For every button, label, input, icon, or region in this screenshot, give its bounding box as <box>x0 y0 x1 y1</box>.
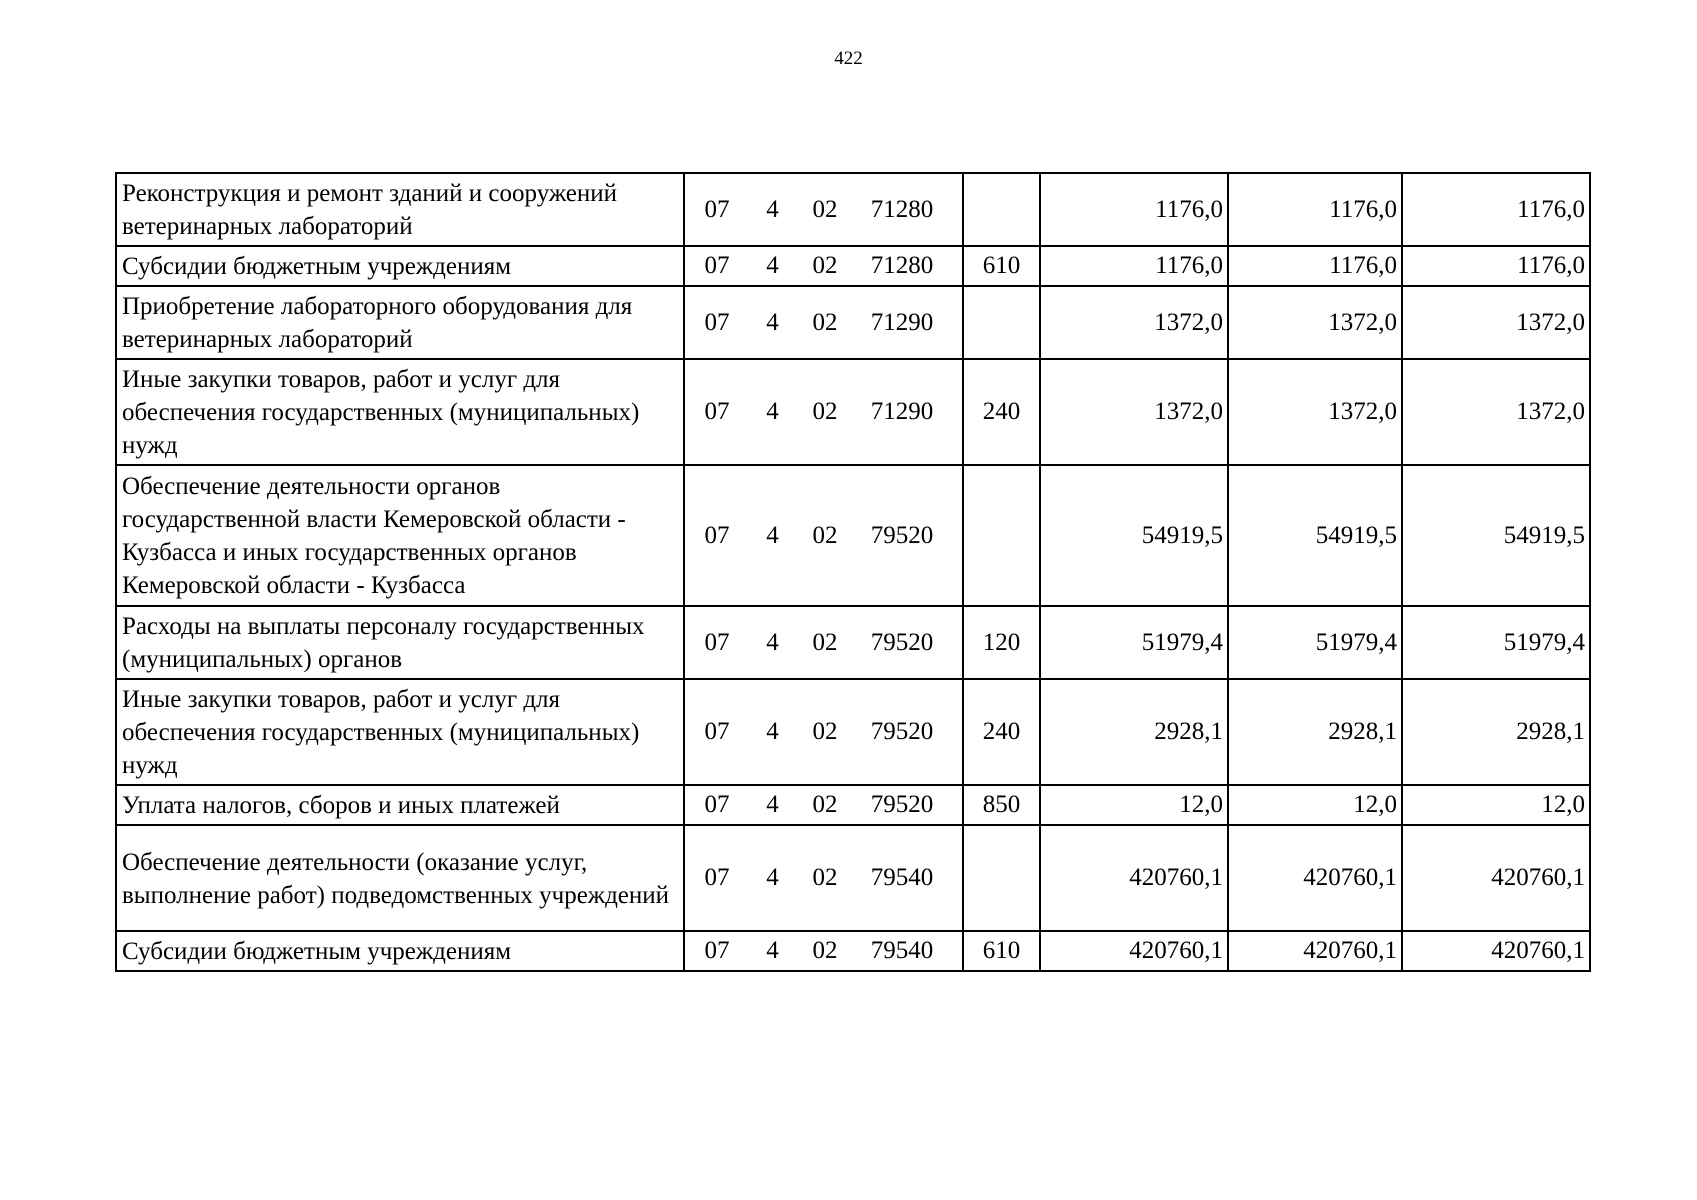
row-codes <box>684 173 963 246</box>
amount-year-3: 1176,0 <box>1402 246 1590 286</box>
table-row <box>116 679 1590 785</box>
amount-year-2: 54919,5 <box>1228 465 1402 606</box>
amount-year-3: 2928,1 <box>1402 679 1590 785</box>
expense-type-code: 610 <box>963 246 1040 286</box>
expense-type-code <box>963 465 1040 606</box>
subprogram-code: 02 <box>812 718 838 745</box>
program-code: 4 <box>766 398 779 425</box>
section-code: 07 <box>704 791 730 818</box>
table-row <box>116 785 1590 825</box>
expense-type-code <box>963 173 1040 246</box>
amount-year-1: 12,0 <box>1040 785 1228 825</box>
amount-year-2: 1176,0 <box>1228 246 1402 286</box>
program-code: 4 <box>766 521 779 549</box>
section-code: 07 <box>704 937 730 964</box>
amount-year-3: 1176,0 <box>1402 173 1590 246</box>
table-row <box>116 931 1590 971</box>
row-codes <box>684 931 963 971</box>
row-name: Иные закупки товаров, работ и услуг для обеспечения государственных (муниципальных) нужд <box>116 679 684 785</box>
subprogram-code: 02 <box>812 937 838 964</box>
subprogram-code: 02 <box>812 252 838 279</box>
direction-code: 79520 <box>870 718 934 745</box>
expense-type-code: 120 <box>963 606 1040 679</box>
row-codes <box>684 679 963 785</box>
page-number: 422 <box>834 48 863 69</box>
row-codes <box>684 825 963 931</box>
budget-table <box>115 172 1591 972</box>
amount-year-1: 1372,0 <box>1040 286 1228 359</box>
direction-code: 79520 <box>870 628 934 656</box>
expense-type-code <box>963 825 1040 931</box>
expense-type-code: 240 <box>963 679 1040 785</box>
amount-year-2: 2928,1 <box>1228 679 1402 785</box>
amount-year-2: 420760,1 <box>1228 825 1402 931</box>
amount-year-3: 1372,0 <box>1402 359 1590 465</box>
amount-year-3: 54919,5 <box>1402 465 1590 606</box>
expense-type-code <box>963 286 1040 359</box>
amount-year-3: 12,0 <box>1402 785 1590 825</box>
row-name: Приобретение лабораторного оборудования для ветеринарных лабораторий <box>116 286 684 359</box>
direction-code: 71280 <box>870 195 934 223</box>
amount-year-2: 12,0 <box>1228 785 1402 825</box>
section-code: 07 <box>704 521 730 549</box>
subprogram-code: 02 <box>812 398 838 425</box>
expense-type-code: 610 <box>963 931 1040 971</box>
section-code: 07 <box>704 195 730 223</box>
direction-code: 71290 <box>870 308 934 336</box>
subprogram-code: 02 <box>812 628 838 656</box>
direction-code: 71290 <box>870 398 934 425</box>
row-name: Уплата налогов, сборов и иных платежей <box>116 785 684 825</box>
direction-code: 79520 <box>870 791 934 818</box>
amount-year-3: 51979,4 <box>1402 606 1590 679</box>
row-name: Обеспечение деятельности (оказание услуг, выполнение работ) подведомственных учреждений <box>116 825 684 931</box>
subprogram-code: 02 <box>812 308 838 336</box>
program-code: 4 <box>766 308 779 336</box>
program-code: 4 <box>766 937 779 964</box>
amount-year-2: 1372,0 <box>1228 286 1402 359</box>
subprogram-code: 02 <box>812 521 838 549</box>
amount-year-1: 54919,5 <box>1040 465 1228 606</box>
row-name: Расходы на выплаты персоналу государственных (муниципальных) органов <box>116 606 684 679</box>
amount-year-1: 420760,1 <box>1040 931 1228 971</box>
table-row <box>116 246 1590 286</box>
amount-year-1: 1176,0 <box>1040 246 1228 286</box>
row-codes <box>684 359 963 465</box>
section-code: 07 <box>704 308 730 336</box>
amount-year-2: 51979,4 <box>1228 606 1402 679</box>
row-name: Субсидии бюджетным учреждениям <box>116 931 684 971</box>
section-code: 07 <box>704 398 730 425</box>
program-code: 4 <box>766 791 779 818</box>
program-code: 4 <box>766 252 779 279</box>
row-codes <box>684 246 963 286</box>
expense-type-code: 850 <box>963 785 1040 825</box>
program-code: 4 <box>766 864 779 891</box>
amount-year-2: 1372,0 <box>1228 359 1402 465</box>
row-name: Обеспечение деятельности органов государственной власти Кемеровской области - Кузбасса и иных государственных органов Кемеровской области - Кузбасса <box>116 465 684 606</box>
table-row <box>116 606 1590 679</box>
amount-year-1: 51979,4 <box>1040 606 1228 679</box>
row-codes <box>684 465 963 606</box>
subprogram-code: 02 <box>812 791 838 818</box>
amount-year-3: 1372,0 <box>1402 286 1590 359</box>
amount-year-1: 1176,0 <box>1040 173 1228 246</box>
subprogram-code: 02 <box>812 864 838 891</box>
amount-year-1: 420760,1 <box>1040 825 1228 931</box>
amount-year-2: 420760,1 <box>1228 931 1402 971</box>
table-row <box>116 359 1590 465</box>
row-name: Реконструкция и ремонт зданий и сооружений ветеринарных лабораторий <box>116 173 684 246</box>
row-name: Иные закупки товаров, работ и услуг для обеспечения государственных (муниципальных) нужд <box>116 359 684 465</box>
table-row <box>116 825 1590 931</box>
direction-code: 79540 <box>870 937 934 964</box>
subprogram-code: 02 <box>812 195 838 223</box>
direction-code: 79540 <box>870 864 934 891</box>
section-code: 07 <box>704 864 730 891</box>
amount-year-2: 1176,0 <box>1228 173 1402 246</box>
table-row <box>116 465 1590 606</box>
row-codes <box>684 286 963 359</box>
amount-year-1: 2928,1 <box>1040 679 1228 785</box>
direction-code: 79520 <box>870 521 934 549</box>
program-code: 4 <box>766 628 779 656</box>
section-code: 07 <box>704 628 730 656</box>
program-code: 4 <box>766 718 779 745</box>
row-codes <box>684 785 963 825</box>
row-name: Субсидии бюджетным учреждениям <box>116 246 684 286</box>
table-row <box>116 286 1590 359</box>
expense-type-code: 240 <box>963 359 1040 465</box>
program-code: 4 <box>766 195 779 223</box>
amount-year-3: 420760,1 <box>1402 931 1590 971</box>
section-code: 07 <box>704 252 730 279</box>
amount-year-1: 1372,0 <box>1040 359 1228 465</box>
section-code: 07 <box>704 718 730 745</box>
row-codes <box>684 606 963 679</box>
amount-year-3: 420760,1 <box>1402 825 1590 931</box>
table-row <box>116 173 1590 246</box>
direction-code: 71280 <box>870 252 934 279</box>
